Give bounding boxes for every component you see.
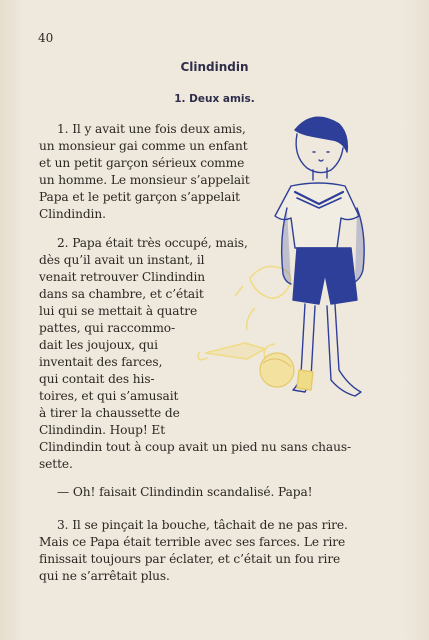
text-line: dait les joujoux, qui (39, 338, 158, 352)
boy-in-sailor-suit-illustration (195, 108, 415, 438)
text-line: pattes, qui raccommo- (39, 321, 176, 335)
text-line: 2. Papa était très occupé, mais, (57, 236, 248, 250)
text-line: lui qui se mettait à quatre (39, 304, 198, 318)
text-line: qui ne s’arrêtait plus. (39, 569, 170, 583)
text-line: toires, et qui s’amusait (39, 389, 179, 403)
text-line: Mais ce Papa était terrible avec ses farces. Le rire (39, 535, 346, 549)
toys-icon (198, 266, 291, 360)
text-line: — Oh! faisait Clindindin scandalisé. Papa! (57, 485, 313, 499)
text-line: Papa et le petit garçon s’appelait (39, 190, 240, 204)
text-line: à tirer la chaussette de (39, 406, 180, 420)
text-line: dans sa chambre, et c’était (39, 287, 204, 301)
text-line: un homme. Le monsieur s’appelait (39, 173, 250, 187)
text-line: dès qu’il avait un instant, il (39, 253, 205, 267)
text-line: sette. (39, 457, 73, 471)
text-line: Clindindin tout à coup avait un pied nu sans chaus- (39, 440, 352, 454)
text-line: 1. Il y avait une fois deux amis, (57, 122, 246, 136)
text-line: qui contait des his- (39, 372, 155, 386)
page-number: 40 (38, 31, 54, 45)
text-line: Clindindin. Houp! Et (39, 423, 165, 437)
text-line: venait retrouver Clindindin (39, 270, 205, 284)
text-line: 3. Il se pinçait la bouche, tâchait de ne pas rire. (57, 518, 348, 532)
ball-icon (260, 353, 294, 387)
text-line: Clindindin. (39, 207, 106, 221)
text-line: inventait des farces, (39, 355, 163, 369)
boy-figure (275, 117, 364, 396)
text-line: et un petit garçon sérieux comme (39, 156, 245, 170)
text-line: un monsieur gai comme un enfant (39, 139, 248, 153)
chapter-title: 1. Deux amis. (174, 93, 255, 105)
story-title: Clindindin (180, 60, 249, 74)
text-line: finissait toujours par éclater, et c’était un fou rire (39, 552, 341, 566)
